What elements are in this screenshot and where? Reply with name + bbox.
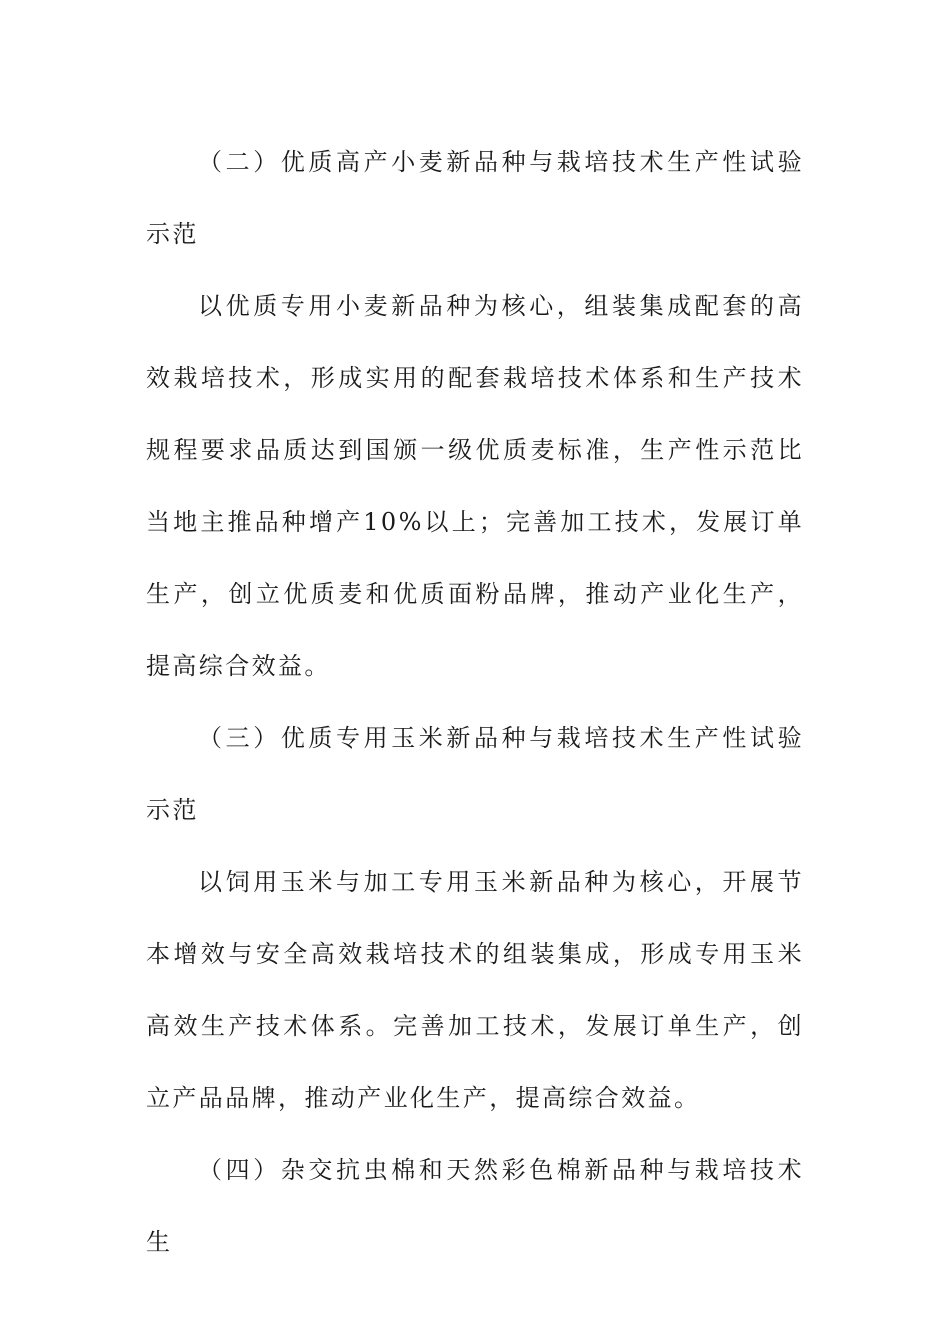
section-heading-corn: （三）优质专用玉米新品种与栽培技术生产性试验示范 <box>146 724 804 824</box>
paragraph-corn-body: 以饲用玉米与加工专用玉米新品种为核心，开展节本增效与安全高效栽培技术的组装集成，形成专用玉米高效生产技术体系。完善加工技术，发展订单生产，创立产品品牌，推动产业化生产，提高综合效益。 <box>146 868 804 1112</box>
section-heading-wheat: （二）优质高产小麦新品种与栽培技术生产性试验示范 <box>146 148 804 248</box>
section-heading-cotton: （四）杂交抗虫棉和天然彩色棉新品种与栽培技术生 <box>146 1156 804 1256</box>
document-body <box>146 126 804 1278</box>
paragraph-wheat-body: 以优质专用小麦新品种为核心，组装集成配套的高效栽培技术，形成实用的配套栽培技术体系和生产技术规程要求品质达到国颁一级优质麦标准，生产性示范比当地主推品种增产10%以上；完善加工技术，发展订单生产，创立优质麦和优质面粉品牌，推动产业化生产，提高综合效益。 <box>146 292 804 680</box>
